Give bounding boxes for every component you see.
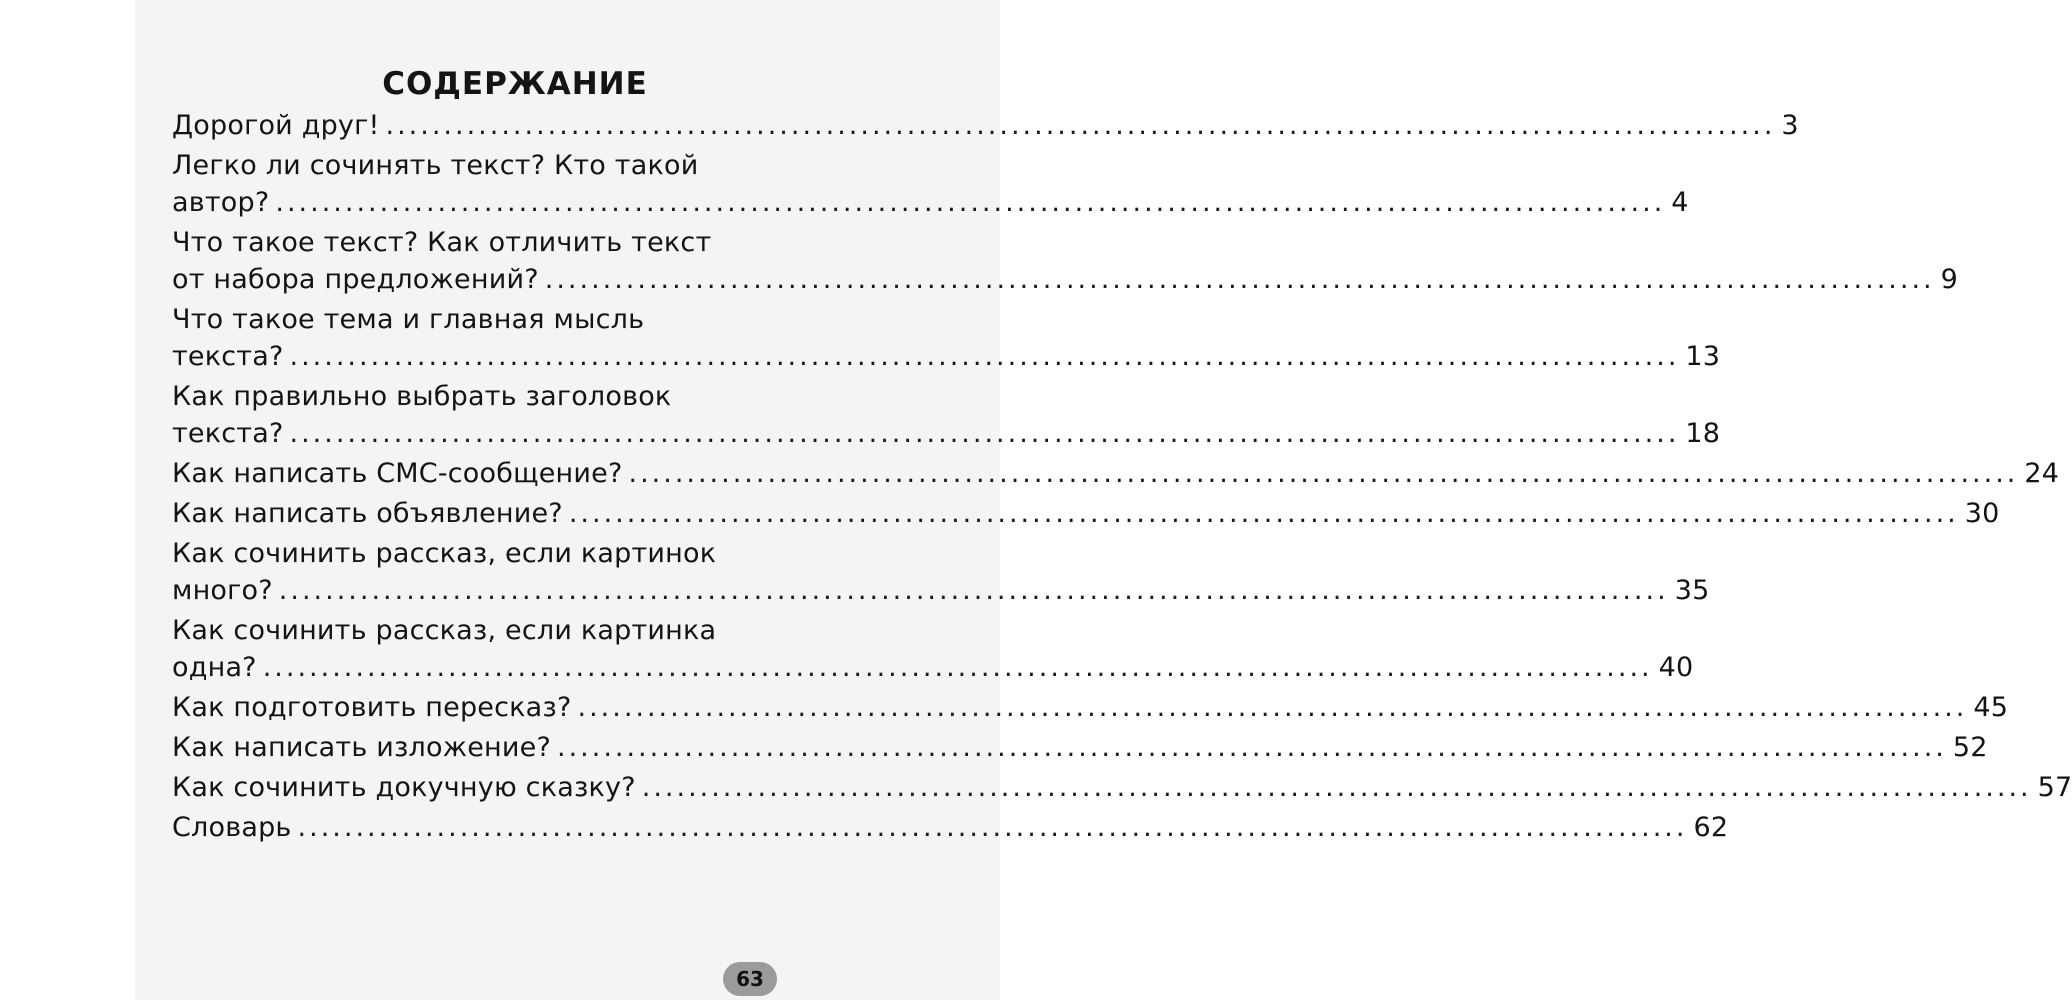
toc-entry [172,301,1721,375]
toc-entry-last-line [172,455,2060,492]
toc-entry-last-line [172,184,1689,221]
toc-entry [172,769,2072,806]
toc-entry [172,809,1729,846]
toc-entry-title: Дорогой друг! [172,110,380,141]
toc-entry-title: Как написать изложение? [172,732,551,763]
dot-leader: ........................................................................................................................ [577,692,1968,723]
toc-entry-title: автор? [172,187,270,218]
toc-page-number: 62 [1693,812,1729,843]
toc-entry-line: Как правильно выбрать заголовок [172,381,672,412]
dot-leader: ........................................................................................................................ [289,418,1680,449]
toc-entry-title: текста? [172,418,284,449]
dot-leader: ........................................................................................................................ [289,341,1680,372]
toc-page-number: 30 [1964,498,2000,529]
toc-page-number: 4 [1671,187,1689,218]
table-of-contents [172,107,2072,849]
dot-leader: ........................................................................................................................ [278,575,1669,606]
toc-entry-title: текста? [172,341,284,372]
toc-entry-title: Словарь [172,812,292,843]
toc-entry-last-line [172,495,2000,532]
toc-entry-last-line [172,107,1799,144]
toc-entry-last-line [172,572,1710,609]
toc-entry-line: Легко ли сочинять текст? Кто такой [172,150,699,181]
toc-entry [172,107,1799,144]
toc-page-number: 24 [2024,458,2060,489]
dot-leader: ........................................................................................................................ [568,498,1959,529]
toc-entry [172,378,1721,452]
toc-page-number: 45 [1973,692,2009,723]
dot-leader: ........................................................................................................................ [628,458,2019,489]
toc-entry-last-line [172,809,1729,846]
dot-leader: ........................................................................................................................ [641,772,2032,803]
toc-page-number: 3 [1781,110,1799,141]
toc-entry [172,689,2009,726]
toc-entry-last-line [172,689,2009,726]
toc-entry [172,147,1689,221]
toc-page-number: 40 [1658,652,1694,683]
contents-heading: СОДЕРЖАНИЕ [382,66,648,102]
toc-entry-last-line [172,261,1959,298]
toc-entry-line: Что такое текст? Как отличить текст [172,227,712,258]
toc-entry-title: Как подготовить пересказ? [172,692,572,723]
toc-page-number: 57 [2037,772,2072,803]
toc-entry-title: Как сочинить докучную сказку? [172,772,636,803]
toc-entry-last-line [172,338,1721,375]
toc-page-number: 9 [1940,264,1959,295]
toc-entry-title: Как написать СМС-сообщение? [172,458,623,489]
toc-entry [172,224,1959,298]
toc-entry-line: Как сочинить рассказ, если картинок [172,538,717,569]
dot-leader: ........................................................................................................................ [262,652,1653,683]
toc-entry-line: Что такое тема и главная мысль [172,304,645,335]
dot-leader: ........................................................................................................................ [385,110,1776,141]
toc-entry-last-line [172,415,1721,452]
toc-entry-title: от набора предложений? [172,264,539,295]
toc-entry [172,495,2000,532]
dot-leader: ........................................................................................................................ [544,264,1935,295]
toc-entry-title: Как написать объявление? [172,498,563,529]
page-number-badge: 63 [723,962,777,996]
toc-entry [172,729,1988,766]
book-page [135,0,2072,1000]
dot-leader: ........................................................................................................................ [556,732,1947,763]
toc-entry-title: много? [172,575,273,606]
toc-page-number: 35 [1674,575,1710,606]
toc-entry [172,535,1710,609]
toc-page-number: 13 [1685,341,1721,372]
toc-entry-line: Как сочинить рассказ, если картинка [172,615,717,646]
dot-leader: ........................................................................................................................ [297,812,1688,843]
toc-entry [172,455,2060,492]
toc-page-number: 52 [1952,732,1988,763]
toc-entry [172,612,1694,686]
toc-entry-last-line [172,649,1694,686]
toc-entry-last-line [172,729,1988,766]
toc-entry-last-line [172,769,2072,806]
dot-leader: ........................................................................................................................ [275,187,1666,218]
toc-page-number: 18 [1685,418,1721,449]
toc-entry-title: одна? [172,652,257,683]
